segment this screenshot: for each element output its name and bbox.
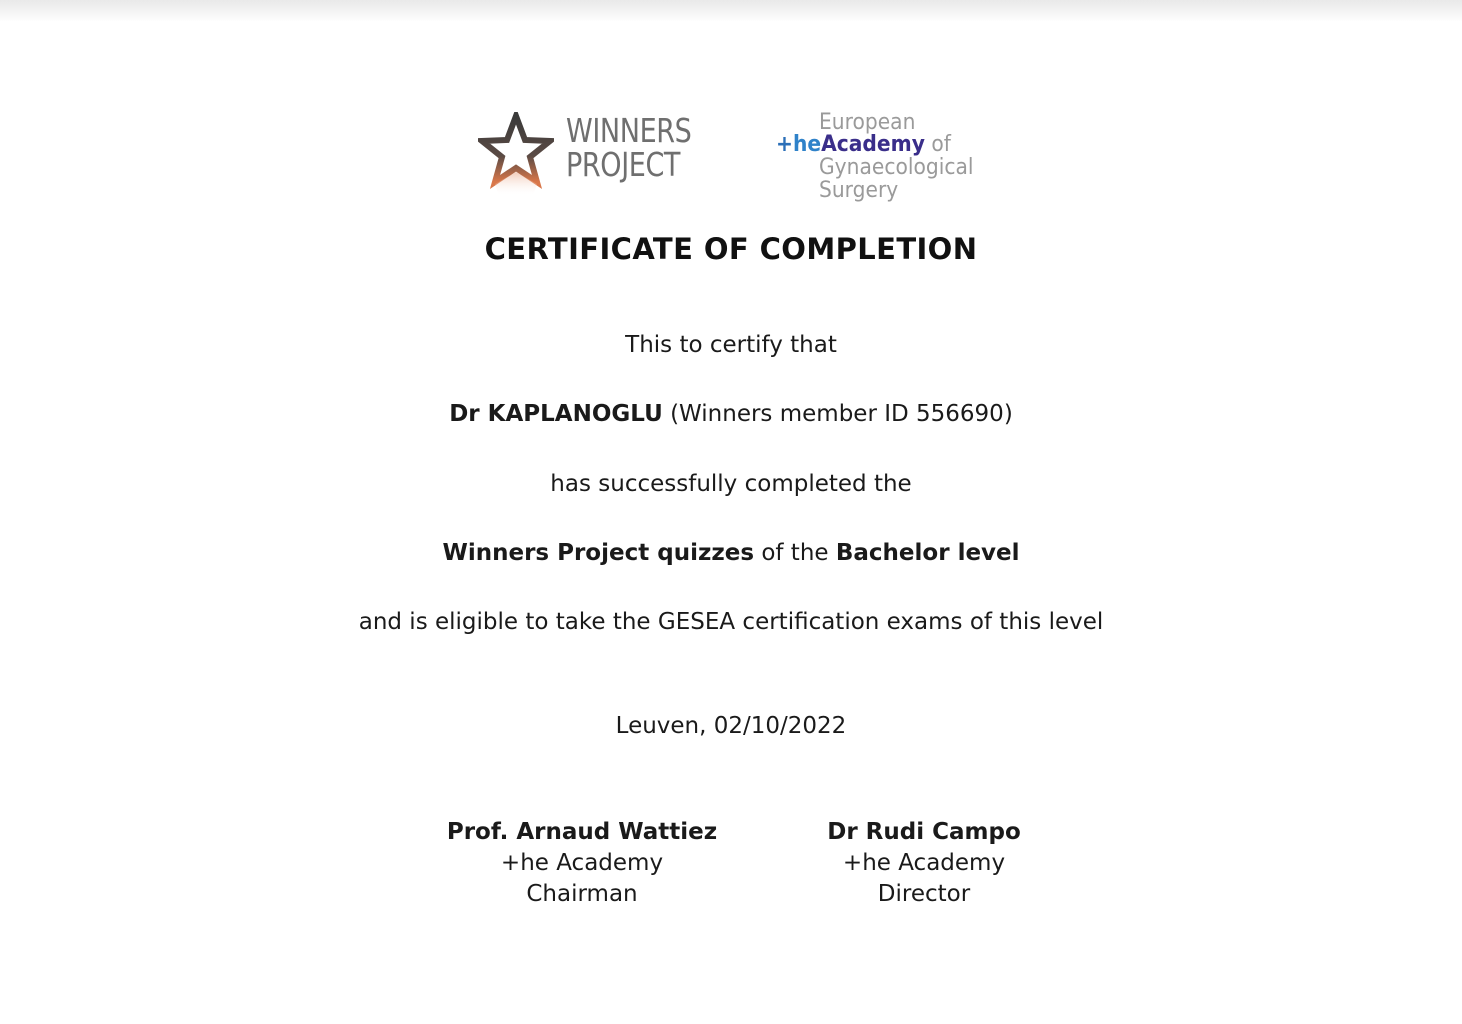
academy-logo-he: he: [792, 132, 822, 157]
academy-logo-academy-word: Academy: [821, 132, 925, 157]
completed-text: has successfully completed the: [550, 471, 912, 497]
page-top-shadow: [0, 0, 1462, 22]
course-name: Winners Project quizzes: [442, 540, 755, 566]
academy-logo-line1: European: [819, 110, 916, 135]
recipient-member-info: (Winners member ID 556690): [662, 401, 1013, 427]
course-connector: of the: [754, 540, 836, 566]
eligibility-text: and is eligible to take the GESEA certification exams of this level: [358, 609, 1104, 635]
signatory-role: Director: [877, 881, 971, 907]
winners-project-line2: PROJECT: [566, 145, 681, 184]
course-line: [0, 540, 1462, 566]
winners-project-logo: [478, 112, 723, 202]
signatory-name: Prof. Arnaud Wattiez: [446, 819, 718, 845]
recipient-name: Dr KAPLANOGLU: [449, 401, 663, 427]
certify-text: This to certify that: [625, 332, 837, 358]
academy-logo-of: of: [924, 132, 951, 157]
certificate-title: CERTIFICATE OF COMPLETION: [484, 232, 978, 266]
academy-logo: [776, 108, 1006, 208]
academy-logo-line3: Gynaecological: [819, 155, 974, 180]
signatory-chairman: [432, 817, 732, 910]
signatory-role: Chairman: [526, 881, 638, 907]
signatory-name: Dr Rudi Campo: [827, 819, 1021, 845]
academy-logo-plus: +: [776, 132, 793, 157]
winners-project-line1: WINNERS: [566, 111, 692, 150]
winners-project-wordmark: [566, 111, 692, 184]
place-date: Leuven, 02/10/2022: [615, 713, 847, 739]
academy-logo-line2: [776, 134, 951, 157]
star-icon: [478, 112, 554, 198]
signatory-director: [774, 817, 1074, 910]
academy-logo-line4: Surgery: [819, 178, 899, 203]
logo-row: [0, 108, 1462, 208]
course-level: Bachelor level: [835, 540, 1020, 566]
signatory-organization: +he Academy: [500, 850, 664, 876]
signatory-organization: +he Academy: [842, 850, 1006, 876]
recipient-line: [0, 401, 1462, 427]
